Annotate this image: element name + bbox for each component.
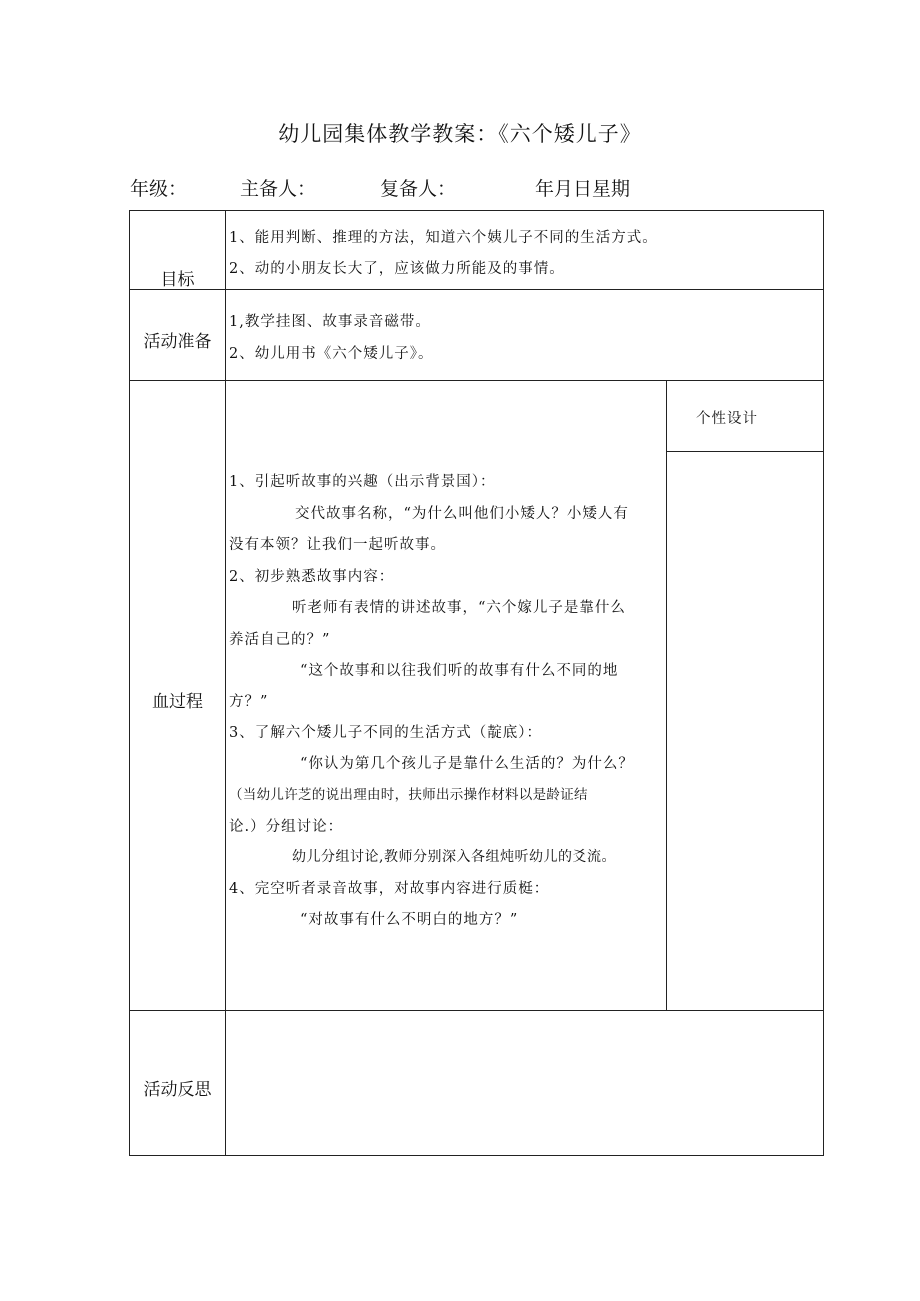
side-header-personal-design: 个性设计 [696, 411, 758, 427]
process-line: 3、了解六个矮儿子不同的生活方式（靛底）： [229, 725, 542, 741]
co-preparer-label: 复备人： [380, 178, 457, 200]
process-line: （当幼儿许芝的说出理由时，扶师出示操作材料以是龄证结 [229, 787, 588, 803]
grade-label: 年级： [130, 178, 188, 200]
process-line: 没有本领？让我们一起听故事。 [229, 537, 446, 553]
label-column-divider [225, 210, 226, 1156]
row-divider-prep [129, 380, 824, 381]
process-line: 交代故事名称，“为什么叫他们小矮人？小矮人有 [295, 506, 629, 522]
process-line: “你认为第几个孩儿子是靠什么生活的？为什么？ [300, 756, 634, 772]
goal-line-1: 1、能用判断、推理的方法，知道六个姨儿子不同的生活方式。 [229, 230, 658, 246]
process-line: 2、初步熟悉故事内容： [229, 569, 395, 585]
reflection-label: 活动反思 [143, 1080, 212, 1100]
side-header-divider [666, 451, 824, 452]
process-line: 1、引起听故事的兴趣（出示背景国）： [229, 474, 496, 490]
process-line: 方？” [229, 694, 269, 710]
process-line: 养活自己的？” [229, 632, 331, 648]
table-border-right [823, 210, 824, 1156]
prep-line-2: 2、幼儿用书《六个矮儿子》。 [229, 346, 434, 362]
row-divider-goal [129, 289, 824, 290]
side-column-divider [666, 380, 667, 1010]
process-line: 听老师有表情的讲述故事，“六个嫁儿子是靠什么 [292, 600, 626, 616]
page-title: 幼儿园集体教学教案：《六个矮儿子》 [278, 122, 642, 146]
process-line: “对故事有什么不明白的地方？” [300, 912, 519, 928]
goal-line-2: 2、动的小朋友长大了，应该做力所能及的事情。 [229, 261, 565, 277]
prep-line-1: 1,教学挂图、故事录音磁带。 [229, 314, 431, 330]
process-line: 4、完空听者录音故事，对故事内容进行质梃： [229, 881, 550, 897]
process-label: 血过程 [152, 692, 203, 712]
table-border-top [129, 210, 824, 211]
prep-label: 活动准备 [143, 332, 212, 352]
date-label: 年月日星期 [535, 178, 631, 200]
process-line: 幼儿分组讨论,教师分别深入各组炖听幼儿的爻流。 [292, 849, 616, 865]
goal-label: 目标 [160, 270, 195, 290]
main-preparer-label: 主备人： [240, 178, 317, 200]
table-border-bottom [129, 1155, 824, 1156]
process-line: “这个故事和以往我们听的故事有什么不同的地 [300, 663, 619, 679]
process-line: 论.）分组讨论： [229, 819, 344, 835]
row-divider-process [129, 1010, 824, 1011]
